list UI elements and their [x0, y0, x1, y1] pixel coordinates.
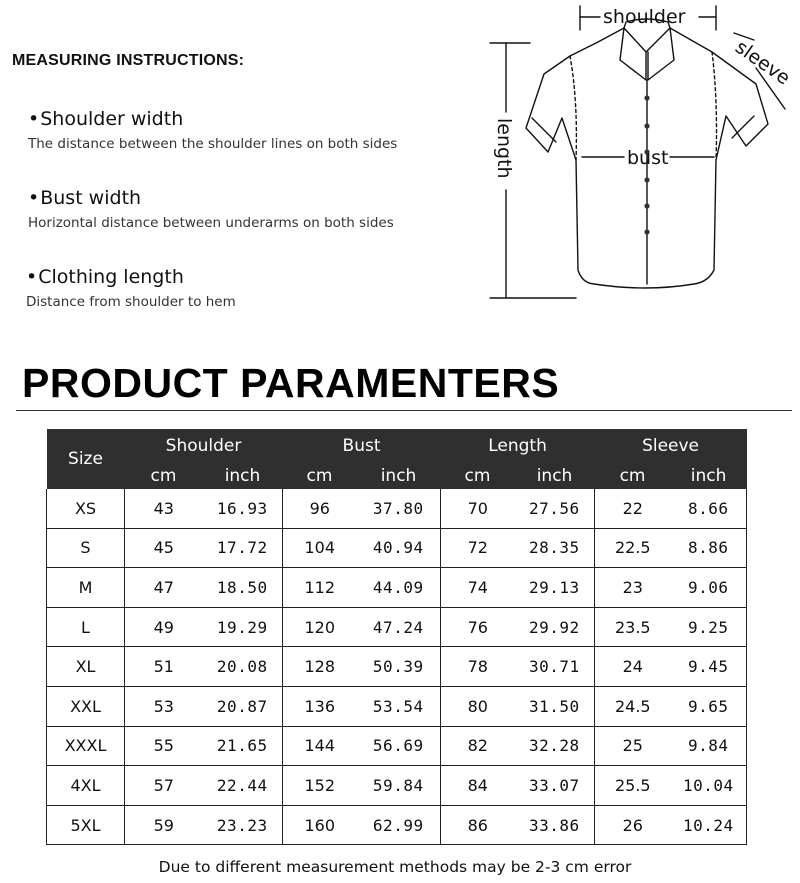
length-cm-cell: 74: [441, 568, 515, 608]
sleeve-cm-cell: 22: [595, 489, 671, 528]
unit-cm-header: cm: [595, 463, 671, 489]
bust-cm-cell: 152: [283, 766, 357, 806]
instruction-item-shoulder: [28, 108, 397, 152]
unit-cm-header: cm: [283, 463, 357, 489]
unit-inch-header: inch: [357, 463, 441, 489]
bust-inch-cell: 37.80: [357, 489, 441, 528]
table-row: [47, 489, 747, 528]
bust-inch-cell: 56.69: [357, 726, 441, 766]
instruction-item-bust: [28, 187, 394, 231]
length-cm-cell: 78: [441, 647, 515, 687]
shoulder-cm-cell: 51: [125, 647, 203, 687]
shoulder-cm-cell: 45: [125, 528, 203, 568]
product-title: PRODUCT PARAMENTERS: [22, 360, 560, 406]
shirt-measurement-diagram: [486, 0, 800, 310]
length-cm-cell: 72: [441, 528, 515, 568]
instruction-heading: Bust width: [40, 187, 142, 209]
sleeve-inch-cell: 8.86: [671, 528, 747, 568]
length-inch-cell: 30.71: [515, 647, 595, 687]
length-inch-cell: 27.56: [515, 489, 595, 528]
shoulder-inch-cell: 21.65: [203, 726, 283, 766]
bust-cm-cell: 160: [283, 805, 357, 845]
length-inch-cell: 31.50: [515, 686, 595, 726]
shoulder-label: shoulder: [603, 6, 686, 28]
shoulder-inch-cell: 18.50: [203, 568, 283, 608]
sleeve-inch-cell: 10.24: [671, 805, 747, 845]
length-cm-cell: 86: [441, 805, 515, 845]
unit-cm-header: cm: [125, 463, 203, 489]
shoulder-cm-cell: 43: [125, 489, 203, 528]
bust-inch-cell: 47.24: [357, 607, 441, 647]
shoulder-inch-cell: 19.29: [203, 607, 283, 647]
unit-inch-header: inch: [671, 463, 747, 489]
bust-header: Bust: [283, 429, 441, 463]
sleeve-cm-cell: 25: [595, 726, 671, 766]
shoulder-inch-cell: 16.93: [203, 489, 283, 528]
sleeve-inch-cell: 10.04: [671, 766, 747, 806]
table-row: [47, 686, 747, 726]
bust-inch-cell: 59.84: [357, 766, 441, 806]
bust-cm-cell: 136: [283, 686, 357, 726]
bust-inch-cell: 40.94: [357, 528, 441, 568]
bust-cm-cell: 96: [283, 489, 357, 528]
instruction-heading: Shoulder width: [40, 108, 184, 130]
length-label: length: [493, 118, 515, 179]
instructions-title: MEASURING INSTRUCTIONS:: [12, 52, 245, 69]
sleeve-cm-cell: 22.5: [595, 528, 671, 568]
unit-cm-header: cm: [441, 463, 515, 489]
size-chart-table: [46, 429, 747, 845]
table-row: [47, 607, 747, 647]
length-header: Length: [441, 429, 595, 463]
length-cm-cell: 84: [441, 766, 515, 806]
shoulder-inch-cell: 22.44: [203, 766, 283, 806]
size-cell: L: [47, 607, 125, 647]
size-cell: XS: [47, 489, 125, 528]
shoulder-cm-cell: 55: [125, 726, 203, 766]
length-cm-cell: 76: [441, 607, 515, 647]
sleeve-inch-cell: 9.25: [671, 607, 747, 647]
bust-cm-cell: 128: [283, 647, 357, 687]
size-header: Size: [47, 429, 125, 489]
unit-inch-header: inch: [203, 463, 283, 489]
instruction-item-length: [26, 266, 236, 310]
sleeve-cm-cell: 23: [595, 568, 671, 608]
sleeve-label: sleeve: [731, 36, 795, 90]
sleeve-header: Sleeve: [595, 429, 747, 463]
unit-inch-header: inch: [515, 463, 595, 489]
sleeve-cm-cell: 25.5: [595, 766, 671, 806]
size-cell: S: [47, 528, 125, 568]
length-inch-cell: 28.35: [515, 528, 595, 568]
shoulder-inch-cell: 17.72: [203, 528, 283, 568]
shoulder-cm-cell: 53: [125, 686, 203, 726]
instruction-description: The distance between the shoulder lines on both sides: [28, 136, 398, 152]
size-cell: 4XL: [47, 766, 125, 806]
table-row: [47, 647, 747, 687]
sleeve-cm-cell: 24.5: [595, 686, 671, 726]
size-cell: XXL: [47, 686, 125, 726]
length-inch-cell: 33.07: [515, 766, 595, 806]
instruction-description: Horizontal distance between underarms on both sides: [28, 215, 394, 231]
bust-inch-cell: 50.39: [357, 647, 441, 687]
shoulder-inch-cell: 20.08: [203, 647, 283, 687]
size-cell: XXXL: [47, 726, 125, 766]
table-row: [47, 805, 747, 845]
length-cm-cell: 70: [441, 489, 515, 528]
sleeve-inch-cell: 9.06: [671, 568, 747, 608]
length-cm-cell: 80: [441, 686, 515, 726]
length-inch-cell: 32.28: [515, 726, 595, 766]
bust-cm-cell: 144: [283, 726, 357, 766]
bullet-icon: •: [28, 108, 40, 130]
bust-cm-cell: 112: [283, 568, 357, 608]
table-row: [47, 528, 747, 568]
sleeve-inch-cell: 9.65: [671, 686, 747, 726]
shoulder-header: Shoulder: [125, 429, 283, 463]
table-row: [47, 766, 747, 806]
bullet-icon: •: [28, 187, 40, 209]
bust-inch-cell: 62.99: [357, 805, 441, 845]
length-inch-cell: 33.86: [515, 805, 595, 845]
sleeve-cm-cell: 26: [595, 805, 671, 845]
bust-cm-cell: 120: [283, 607, 357, 647]
table-row: [47, 726, 747, 766]
instruction-heading: Clothing length: [38, 266, 184, 288]
length-inch-cell: 29.13: [515, 568, 595, 608]
title-divider: [16, 410, 792, 411]
bust-label: bust: [627, 147, 669, 169]
sleeve-inch-cell: 8.66: [671, 489, 747, 528]
size-cell: M: [47, 568, 125, 608]
shoulder-cm-cell: 49: [125, 607, 203, 647]
bullet-icon: •: [26, 266, 38, 288]
size-cell: 5XL: [47, 805, 125, 845]
sleeve-inch-cell: 9.84: [671, 726, 747, 766]
instruction-description: Distance from shoulder to hem: [26, 294, 236, 310]
size-cell: XL: [47, 647, 125, 687]
shoulder-cm-cell: 59: [125, 805, 203, 845]
bust-inch-cell: 53.54: [357, 686, 441, 726]
sleeve-cm-cell: 23.5: [595, 607, 671, 647]
bust-inch-cell: 44.09: [357, 568, 441, 608]
length-cm-cell: 82: [441, 726, 515, 766]
table-row: [47, 568, 747, 608]
length-inch-cell: 29.92: [515, 607, 595, 647]
shoulder-inch-cell: 23.23: [203, 805, 283, 845]
shoulder-inch-cell: 20.87: [203, 686, 283, 726]
bust-cm-cell: 104: [283, 528, 357, 568]
sleeve-inch-cell: 9.45: [671, 647, 747, 687]
shoulder-cm-cell: 57: [125, 766, 203, 806]
measurement-footnote: Due to different measurement methods may be 2-3 cm error: [158, 858, 632, 876]
shoulder-cm-cell: 47: [125, 568, 203, 608]
size-rows: [47, 489, 747, 845]
sleeve-cm-cell: 24: [595, 647, 671, 687]
